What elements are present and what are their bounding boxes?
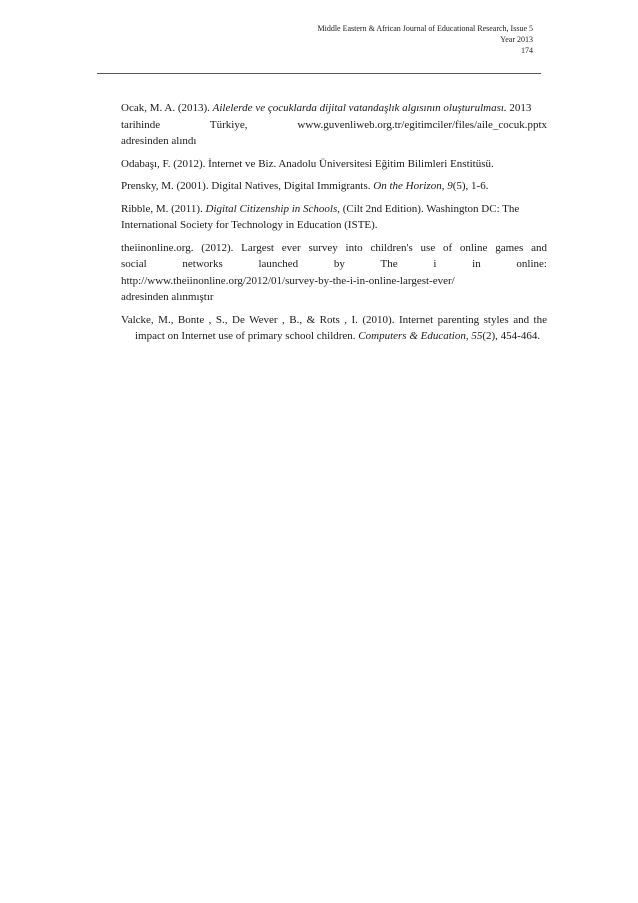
reference-valcke: Valcke, M., Bonte , S., De Wever , B., & Rots , I. (2010). Internet parenting styles and the impact on Internet use of primary school children. Computers & Education, 55(2), 454-464. <box>121 313 547 342</box>
journal-year: Year 2013 <box>500 35 533 44</box>
page-number: 174 <box>521 46 533 55</box>
ocak-authors: Ocak, M. A. (2013). <box>121 102 210 114</box>
reference-ocak <box>121 100 547 150</box>
reference-theiinonline: theiinonline.org. (2012). Largest ever survey into children's use of online games and social networks launched by The i in online: http://www.theiinonline.org/2012/01/survey-by-the-i-in-online-largest-ever/ adresinden alınmıştır <box>121 241 547 303</box>
journal-title: Middle Eastern & African Journal of Educational Research, Issue 5 <box>317 24 533 33</box>
ocak-line3: adresinden alındı <box>121 135 197 147</box>
running-header <box>113 23 533 56</box>
ribble-title: Digital Citizenship in Schools, <box>205 202 340 215</box>
ocak-line2: tarihinde Türkiye, www.guvenliweb.org.tr/egitimciler/files/aile_cocuk.pptx <box>121 118 547 131</box>
prensky-volume: 9 <box>447 180 453 192</box>
reference-odabasi: Odabaşı, F. (2012). İnternet ve Biz. Anadolu Üniversitesi Eğitim Bilimleri Enstitüsü. <box>121 157 494 170</box>
reference-ribble: Ribble, M. (2011). Digital Citizenship in Schools, (Cilt 2nd Edition). Washington DC: The International Society for Technology in Education (ISTE). <box>121 202 520 231</box>
theiinonline-url[interactable]: http://www.theiinonline.org/2012/01/survey-by-the-i-in-online-largest-ever/ <box>121 274 455 287</box>
valcke-volume: 55 <box>471 330 483 342</box>
valcke-journal: Computers & Education, <box>358 330 469 342</box>
ocak-date: 2013 <box>509 102 532 114</box>
ocak-title: Ailelerde ve çocuklarda dijital vatandaşlık algısının oluşturulması. <box>212 102 507 114</box>
reference-list <box>121 100 547 351</box>
ocak-url[interactable]: www.guvenliweb.org.tr/egitimciler/files/aile_cocuk.pptx <box>297 118 547 131</box>
prensky-journal: On the Horizon, <box>373 180 445 192</box>
header-divider <box>97 73 541 74</box>
reference-prensky: Prensky, M. (2001). Digital Natives, Digital Immigrants. On the Horizon, 9(5), 1-6. <box>121 180 489 192</box>
